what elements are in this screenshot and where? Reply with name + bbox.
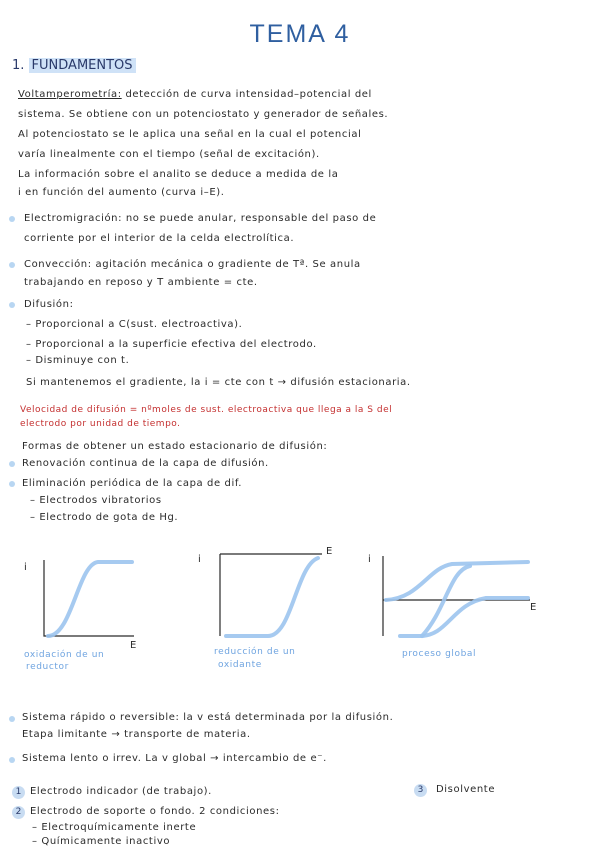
sigmoid-curve xyxy=(226,558,318,636)
axis-E-label: E xyxy=(326,546,333,557)
condition-item: – Electroquímicamente inerte xyxy=(32,822,197,833)
electrode-disolvente: Disolvente xyxy=(436,784,496,795)
intro-line-5: i en función del aumento (curva i–E). xyxy=(18,187,225,198)
caption-global: proceso global xyxy=(402,649,477,659)
bullet-dot xyxy=(9,481,15,487)
sigmoid-curve-bottom xyxy=(400,598,528,636)
caption-oxidacion-0: oxidación de un xyxy=(24,650,105,660)
formas-bullet: Eliminación periódica de la capa de dif. xyxy=(22,478,243,489)
intro-line-3: varía linealmente con el tiempo (señal de excitación). xyxy=(18,149,320,160)
difusion-item: – Proporcional a la superficie efectiva del electrodo. xyxy=(26,339,317,350)
formas-heading: Formas de obtener un estado estacionario de difusión: xyxy=(22,441,328,452)
sigmoid-curve xyxy=(48,562,132,636)
axis-i-label: i xyxy=(198,554,201,565)
section-heading xyxy=(12,58,136,73)
formas-sub: – Electrodos vibratorios xyxy=(30,495,162,506)
formas-bullet: Renovación continua de la capa de difusión. xyxy=(22,458,269,469)
red-note-line-0: Velocidad de difusión = nºmoles de sust. electroactiva que llega a la S del xyxy=(20,405,393,415)
bullet-dot xyxy=(9,302,15,308)
sigmoid-curve-top xyxy=(386,562,528,600)
difusion-item: – Disminuye con t. xyxy=(26,355,130,366)
bullet-dot xyxy=(9,716,15,722)
section-number: 1. xyxy=(12,58,25,73)
formas-sub: – Electrodo de gota de Hg. xyxy=(30,512,179,523)
caption-oxidacion-1: reductor xyxy=(26,662,69,672)
bullet-dot xyxy=(9,757,15,763)
number-badge-2: 2 xyxy=(12,806,25,819)
caption-reduccion-1: oxidante xyxy=(218,660,262,670)
graph-reduccion xyxy=(198,546,332,636)
red-note-line-1: electrodo por unidad de tiempo. xyxy=(20,419,181,429)
intro-term: Voltamperometría: xyxy=(18,89,122,100)
axis-i-label: i xyxy=(368,554,371,565)
axis-E-label: E xyxy=(130,640,137,651)
condition-item: – Químicamente inactivo xyxy=(32,836,171,847)
axis-i-label: i xyxy=(24,562,27,573)
axis-E-label: E xyxy=(530,602,537,613)
system-rapido-0: Sistema rápido o reversible: la v está determinada por la difusión. xyxy=(22,712,394,723)
difusion-item: – Proporcional a C(sust. electroactiva). xyxy=(26,319,243,330)
intro-line-0: Voltamperometría: detección de curva intensidad–potencial del xyxy=(18,89,372,100)
bullet-dot xyxy=(9,216,15,222)
difusion-note: Si mantenemos el gradiente, la i = cte con t → difusión estacionaria. xyxy=(26,377,411,388)
system-rapido-1: Etapa limitante → transporte de materia. xyxy=(22,729,251,740)
graph-global xyxy=(368,554,536,636)
bullet-difusion: Difusión: xyxy=(24,299,74,310)
number-badge-1: 1 xyxy=(12,786,25,799)
intro-line-4: La información sobre el analito se deduce a medida de la xyxy=(18,169,339,180)
bullet-dot xyxy=(9,262,15,268)
number-badge-3: 3 xyxy=(414,784,427,797)
section-name: FUNDAMENTOS xyxy=(29,58,136,73)
electrode-soporte: Electrodo de soporte o fondo. 2 condiciones: xyxy=(30,806,280,817)
system-lento: Sistema lento o irrev. La v global → intercambio de e⁻. xyxy=(22,753,327,764)
intro-line-1: sistema. Se obtiene con un potenciostato y generador de señales. xyxy=(18,109,389,120)
caption-reduccion-0: reducción de un xyxy=(214,647,296,657)
page-title: TEMA 4 xyxy=(249,20,351,48)
bullet-electromigracion-0: Electromigración: no se puede anular, responsable del paso de xyxy=(24,213,377,224)
bullet-electromigracion-1: corriente por el interior de la celda electrolítica. xyxy=(24,233,295,244)
graph-oxidacion xyxy=(24,560,136,651)
bullet-conveccion-0: Convección: agitación mecánica o gradiente de Tª. Se anula xyxy=(24,259,361,270)
electrode-indicador: Electrodo indicador (de trabajo). xyxy=(30,786,212,797)
bullet-dot xyxy=(9,461,15,467)
bullet-conveccion-1: trabajando en reposo y T ambiente = cte. xyxy=(24,277,258,288)
intro-line-2: Al potenciostato se le aplica una señal en la cual el potencial xyxy=(18,129,362,140)
